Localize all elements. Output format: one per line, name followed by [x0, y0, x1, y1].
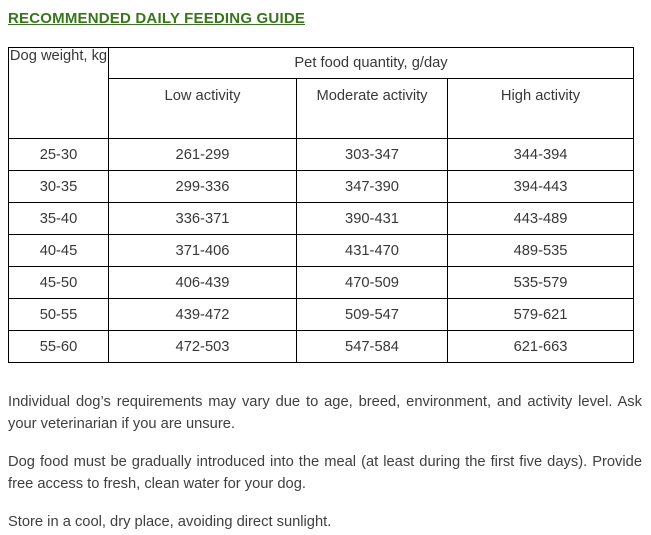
low-activity-cell: 472-503 [109, 331, 297, 363]
high-activity-cell: 535-579 [448, 267, 634, 299]
table-row [9, 139, 634, 171]
moderate-activity-cell: 303-347 [297, 139, 448, 171]
table-body [9, 139, 634, 363]
low-activity-cell: 336-371 [109, 203, 297, 235]
table-row [9, 203, 634, 235]
weight-cell: 35-40 [9, 203, 109, 235]
weight-cell: 40-45 [9, 235, 109, 267]
moderate-activity-cell: 547-584 [297, 331, 448, 363]
moderate-activity-cell: 390-431 [297, 203, 448, 235]
header-food-quantity: Pet food quantity, g/day [109, 48, 634, 79]
low-activity-cell: 299-336 [109, 171, 297, 203]
weight-cell: 45-50 [9, 267, 109, 299]
page-title: RECOMMENDED DAILY FEEDING GUIDE [8, 10, 306, 27]
moderate-activity-cell: 347-390 [297, 171, 448, 203]
high-activity-cell: 344-394 [448, 139, 634, 171]
table-row [9, 299, 634, 331]
table-header [9, 48, 634, 139]
weight-cell: 30-35 [9, 171, 109, 203]
notes-section [8, 392, 642, 534]
note-gradual-introduction: Dog food must be gradually introduced into the meal (at least during the first five days). Provide free access to fresh, clean water for your dog. [8, 454, 642, 492]
header-high-activity: High activity [448, 79, 634, 139]
note-individual-requirements: Individual dog’s requirements may vary due to age, breed, environment, and activity level. Ask your veterinarian if you are unsure. [8, 394, 642, 432]
high-activity-cell: 489-535 [448, 235, 634, 267]
high-activity-cell: 394-443 [448, 171, 634, 203]
header-dog-weight: Dog weight, kg [9, 48, 109, 139]
high-activity-cell: 621-663 [448, 331, 634, 363]
table-header-row-top [9, 48, 634, 79]
low-activity-cell: 406-439 [109, 267, 297, 299]
table-row [9, 171, 634, 203]
weight-cell: 50-55 [9, 299, 109, 331]
table-row [9, 331, 634, 363]
weight-cell: 55-60 [9, 331, 109, 363]
header-low-activity: Low activity [109, 79, 297, 139]
moderate-activity-cell: 509-547 [297, 299, 448, 331]
header-moderate-activity: Moderate activity [297, 79, 448, 139]
table-row [9, 235, 634, 267]
moderate-activity-cell: 470-509 [297, 267, 448, 299]
low-activity-cell: 261-299 [109, 139, 297, 171]
high-activity-cell: 443-489 [448, 203, 634, 235]
note-storage: Store in a cool, dry place, avoiding direct sunlight. [8, 514, 332, 530]
low-activity-cell: 371-406 [109, 235, 297, 267]
table-row [9, 267, 634, 299]
feeding-guide-table [8, 47, 634, 363]
high-activity-cell: 579-621 [448, 299, 634, 331]
weight-cell: 25-30 [9, 139, 109, 171]
low-activity-cell: 439-472 [109, 299, 297, 331]
moderate-activity-cell: 431-470 [297, 235, 448, 267]
